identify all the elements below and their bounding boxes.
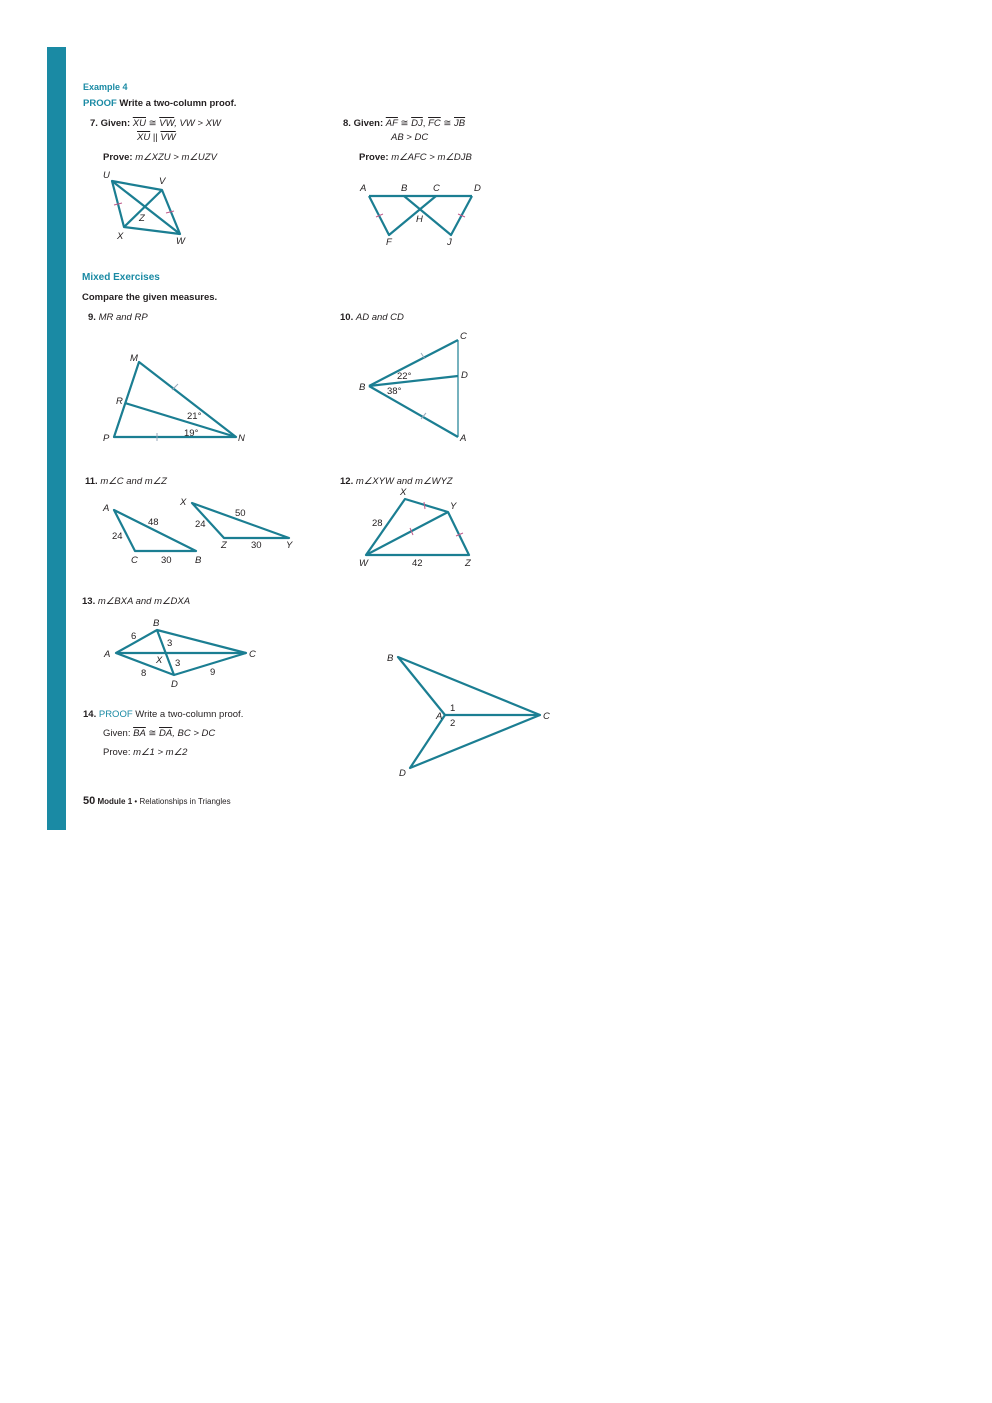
ex11-side-ab: 48 (148, 517, 159, 528)
footer-module: Module 1 (97, 797, 133, 806)
ex7-given-seg-b: $\overline{VW}$ (159, 118, 175, 129)
ex12-text: m∠XYW and m∠WYZ (355, 476, 453, 487)
page-number: 50 (83, 795, 96, 807)
ex7-given2-seg-a: $\overline{XU}$ (137, 132, 151, 143)
ex7-prove-label: Prove: (103, 152, 133, 163)
ex7-given-line-2: $\overline{XU}$ || $\overline{VW}$ (137, 132, 176, 143)
figure-ex14 (387, 653, 550, 779)
ex14-kite (398, 657, 540, 768)
ex10-label-b: B (359, 382, 366, 393)
ex9-label-m: M (130, 353, 138, 364)
ex11-label-a: A (103, 503, 110, 514)
ex9-label-p: P (103, 433, 110, 444)
figure-ex9 (103, 353, 245, 444)
ex10-segment-bc (369, 340, 458, 386)
ex14-instruction: Write a two-column proof. (135, 709, 244, 720)
ex12-tick-xy (424, 502, 425, 509)
ex10-segment-bd (369, 376, 458, 386)
ex8-given-seg-d: $\overline{JB}$ (454, 118, 466, 129)
ex7-given-label: Given: (100, 118, 131, 129)
ex14-given-seg-a: $\overline{BA}$ (133, 728, 146, 739)
ex9-segment-rn (125, 403, 236, 437)
ex10-label-a: A (460, 433, 467, 444)
ex14-given-rest: , BC > DC (172, 728, 216, 739)
ex10-text: AD and CD (355, 312, 404, 323)
ex12-label-w: W (359, 558, 368, 569)
ex8-prove-label: Prove: (359, 152, 389, 163)
ex8-label-b: B (401, 183, 408, 194)
ex11-label-b: B (195, 555, 202, 566)
ex12-number: 12. (340, 476, 354, 487)
ex10-segment-ba (369, 386, 458, 437)
ex8-label-h: H (416, 214, 423, 225)
ex14-angle-1: 1 (450, 703, 456, 714)
mixed-heading: Mixed Exercises (82, 272, 160, 283)
ex7-label-z: Z (139, 213, 145, 224)
ex7-given-line-1: 7. Given: $\overline{XU}$ ≅ $\overline{VW}$, VW > XW (90, 118, 221, 129)
ex14-proof-tag: PROOF (98, 709, 133, 720)
example-instruction: Write a two-column proof. (119, 98, 237, 109)
ex10-label-d: D (461, 370, 468, 381)
ex8-given-seg-c: $\overline{FC}$ (428, 118, 441, 129)
ex13-label-x: X (156, 655, 163, 666)
ex7-label-x: X (117, 231, 124, 242)
ex9-triangle-mnp (114, 362, 236, 437)
ex8-label-c: C (433, 183, 440, 194)
proof-tag: PROOF (83, 98, 117, 109)
figure-ex10 (359, 331, 468, 444)
ex9-text: MR and RP (98, 312, 148, 323)
ex11-label-y: Y (286, 540, 293, 551)
ex14-prove-text: m∠1 > m∠2 (133, 747, 188, 758)
ex7-prove-text: m∠XZU > m∠UZV (135, 152, 217, 163)
ex9-angle-19: 19° (184, 428, 199, 439)
ex7-given-seg-a: $\overline{XU}$ (132, 118, 146, 129)
ex13-number: 13. (82, 596, 96, 607)
ex8-label-f: F (386, 237, 392, 248)
ex11-label-z: Z (221, 540, 227, 551)
ex13-label-a: A (104, 649, 111, 660)
ex11-label-c: C (131, 555, 138, 566)
ex8-given-line-1: 8. Given: $\overline{AF}$ ≅ $\overline{DJ}$, $\overline{FC}$ ≅ $\overline{JB}$ (343, 118, 466, 129)
ex9-angle-21: 21° (187, 411, 202, 422)
figure-ex7 (103, 170, 186, 247)
ex7-label-u: U (103, 170, 110, 181)
footer-separator: • (134, 797, 138, 806)
ex10-angle-22: 22° (397, 371, 412, 382)
ex11-side-xz: 24 (195, 519, 206, 530)
ex7-label-v: V (159, 176, 166, 187)
ex8-given-seg-a: $\overline{AF}$ (385, 118, 398, 129)
ex13-label-d: D (171, 679, 178, 690)
ex13-seg-xd: 3 (175, 658, 181, 669)
ex12-side-wx: 28 (372, 518, 383, 529)
ex8-given-line-2: AB > DC (391, 132, 429, 143)
ex12-side-wz: 42 (412, 558, 423, 569)
ex14-given-seg-b: $\overline{DA}$ (159, 728, 173, 739)
ex8-number: 8. (343, 118, 351, 129)
ex7-label-w: W (176, 236, 185, 247)
ex13-text: m∠BXA and m∠DXA (97, 596, 191, 607)
ex8-prove-text: m∠AFC > m∠DJB (391, 152, 472, 163)
figure-ex12 (359, 487, 472, 569)
ex7-given2-seg-b: $\overline{VW}$ (160, 132, 176, 143)
ex11-number: 11. (85, 476, 98, 487)
ex14-label-d: D (399, 768, 406, 779)
ex10-label-c: C (460, 331, 467, 342)
figure-ex13 (103, 618, 256, 690)
ex14-label-a: A (436, 711, 443, 722)
ex13-label-b: B (153, 618, 160, 629)
ex9-number: 9. (88, 312, 96, 323)
figure-ex8 (359, 183, 481, 248)
ex12-label-z: Z (465, 558, 471, 569)
ex13-label-c: C (249, 649, 256, 660)
ex11-text: m∠C and m∠Z (100, 476, 167, 487)
ex14-angle-2: 2 (450, 718, 456, 729)
footer-title: Relationships in Triangles (139, 797, 231, 806)
ex14-number: 14. (83, 709, 97, 720)
ex11-side-cb: 30 (161, 555, 172, 566)
ex14-label-c: C (543, 711, 550, 722)
mixed-instruction: Compare the given measures. (82, 292, 218, 303)
ex11-label-x: X (180, 497, 187, 508)
ex8-given-label: Given: (353, 118, 384, 129)
ex11-side-ac: 24 (112, 531, 123, 542)
figure-ex11 (102, 497, 293, 566)
ex11-side-xy: 50 (235, 508, 246, 519)
ex7-given-rest: , VW > XW (174, 118, 221, 129)
ex8-given-seg-b: $\overline{DJ}$ (411, 118, 423, 129)
ex11-side-zy: 30 (251, 540, 262, 551)
ex14-given-label: Given: (103, 728, 131, 739)
ex7-number: 7. (90, 118, 98, 129)
ex14-given-line: Given: $\overline{BA}$ ≅ $\overline{DA}$, BC > DC (103, 728, 216, 739)
ex14-prove-label: Prove: (103, 747, 131, 758)
ex13-seg-ad: 8 (141, 668, 147, 679)
ex14-label-b: B (387, 653, 394, 664)
ex9-label-r: R (116, 396, 123, 407)
ex9-label-n: N (238, 433, 245, 444)
ex10-angle-38: 38° (387, 386, 402, 397)
ex13-seg-ab: 6 (131, 631, 137, 642)
ex12-label-y: Y (450, 501, 457, 512)
ex12-label-x: X (400, 487, 407, 498)
ex10-number: 10. (340, 312, 354, 323)
ex13-seg-bx: 3 (167, 638, 173, 649)
ex8-label-a: A (360, 183, 367, 194)
ex8-label-d: D (474, 183, 481, 194)
ex8-label-j: J (447, 237, 452, 248)
ex13-seg-dc: 9 (210, 667, 216, 678)
example-heading: Example 4 (83, 82, 128, 92)
